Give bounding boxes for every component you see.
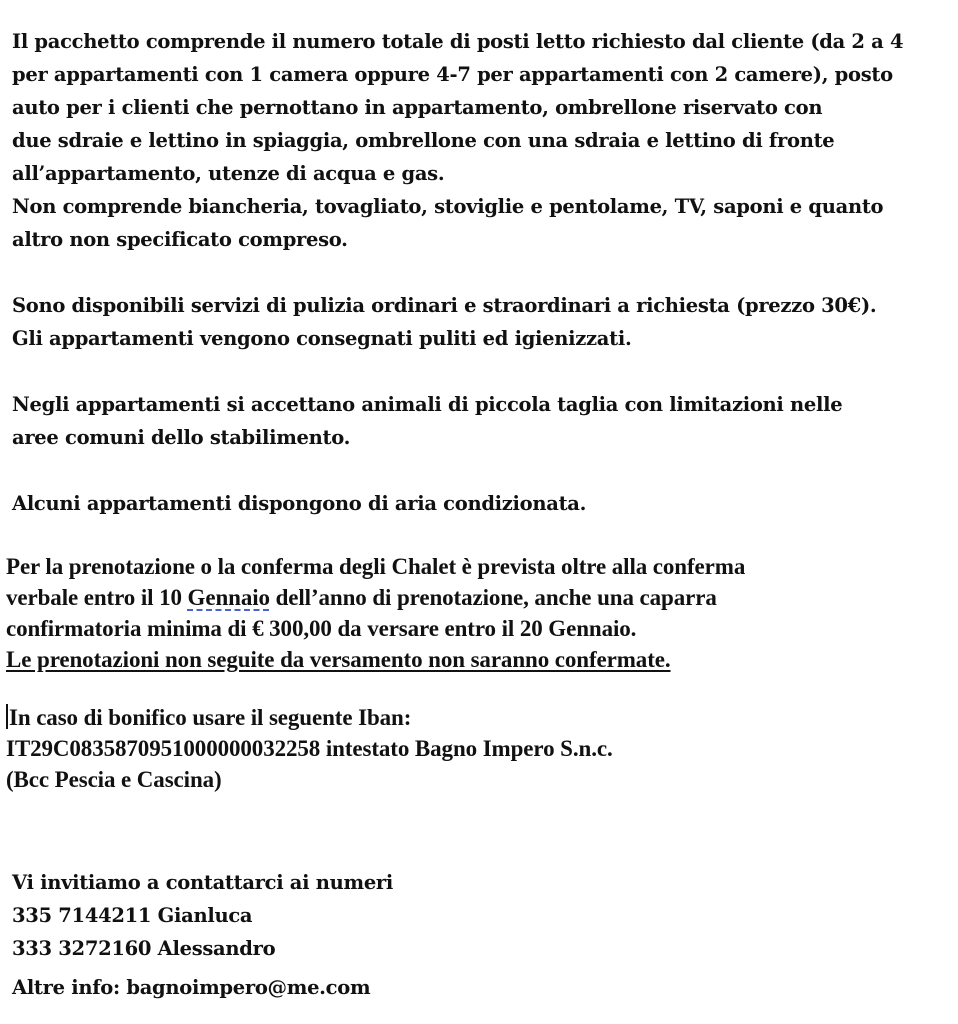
iban-paragraph — [6, 702, 936, 795]
booking-line-3: confirmatoria minima di € 300,00 da versare entro il 20 Gennaio. — [6, 616, 637, 641]
info-paragraph — [12, 971, 942, 1004]
package-line-3: auto per i clienti che pernottano in appartamento, ombrellone riservato con — [12, 96, 823, 119]
booking-line-2-end: dell’anno di prenotazione, anche una caparra — [269, 585, 717, 610]
air-conditioning-paragraph — [12, 487, 942, 520]
package-line-4: due sdraie e lettino in spiaggia, ombrellone con una sdraia e lettino di fronte — [12, 129, 835, 152]
contacts-paragraph — [12, 866, 942, 965]
package-line-5: all’appartamento, utenze di acqua e gas. — [12, 162, 445, 185]
package-line-2: per appartamenti con 1 camera oppure 4-7 per appartamenti con 2 camere), posto — [12, 63, 893, 86]
cleaning-line-2: Gli appartamenti vengono consegnati puliti ed igienizzati. — [12, 327, 632, 350]
package-paragraph — [12, 25, 942, 256]
air-conditioning-line: Alcuni appartamenti dispongono di aria condizionata. — [12, 492, 587, 515]
package-line-6: Non comprende biancheria, tovagliato, stoviglie e pentolame, TV, saponi e quanto — [12, 195, 884, 218]
spellcheck-word: Gennaio — [187, 585, 270, 610]
package-line-1: Il pacchetto comprende il numero totale di posti letto richiesto dal cliente (da 2 a 4 — [12, 30, 904, 53]
pets-line-1: Negli appartamenti si accettano animali di piccola taglia con limitazioni nelle — [12, 393, 843, 416]
cleaning-paragraph — [12, 289, 942, 355]
text-cursor — [6, 704, 8, 729]
bank-name: (Bcc Pescia e Cascina) — [6, 767, 222, 792]
contact-alessandro: 333 3272160 Alessandro — [12, 937, 276, 960]
cleaning-line-1: Sono disponibili servizi di pulizia ordinari e straordinari a richiesta (prezzo 30€). — [12, 294, 877, 317]
iban-intro: In caso di bonifico usare il seguente Iban: — [9, 705, 412, 730]
info-email: Altre info: bagnoimpero@me.com — [12, 976, 371, 999]
pets-paragraph — [12, 388, 942, 454]
contact-gianluca: 335 7144211 Gianluca — [12, 904, 253, 927]
pets-line-2: aree comuni dello stabilimento. — [12, 426, 351, 449]
booking-line-2-start: verbale entro il 10 — [6, 585, 188, 610]
iban-number: IT29C0835870951000000032258 intestato Bagno Impero S.n.c. — [6, 736, 613, 761]
booking-paragraph — [6, 551, 936, 675]
contacts-intro: Vi invitiamo a contattarci ai numeri — [12, 871, 394, 894]
booking-warning: Le prenotazioni non seguite da versamento non saranno confermate. — [6, 647, 671, 672]
booking-line-2 — [6, 582, 936, 613]
package-line-7: altro non specificato compreso. — [12, 228, 348, 251]
booking-line-1: Per la prenotazione o la conferma degli Chalet è prevista oltre alla conferma — [6, 554, 746, 579]
iban-line-1 — [6, 702, 936, 733]
